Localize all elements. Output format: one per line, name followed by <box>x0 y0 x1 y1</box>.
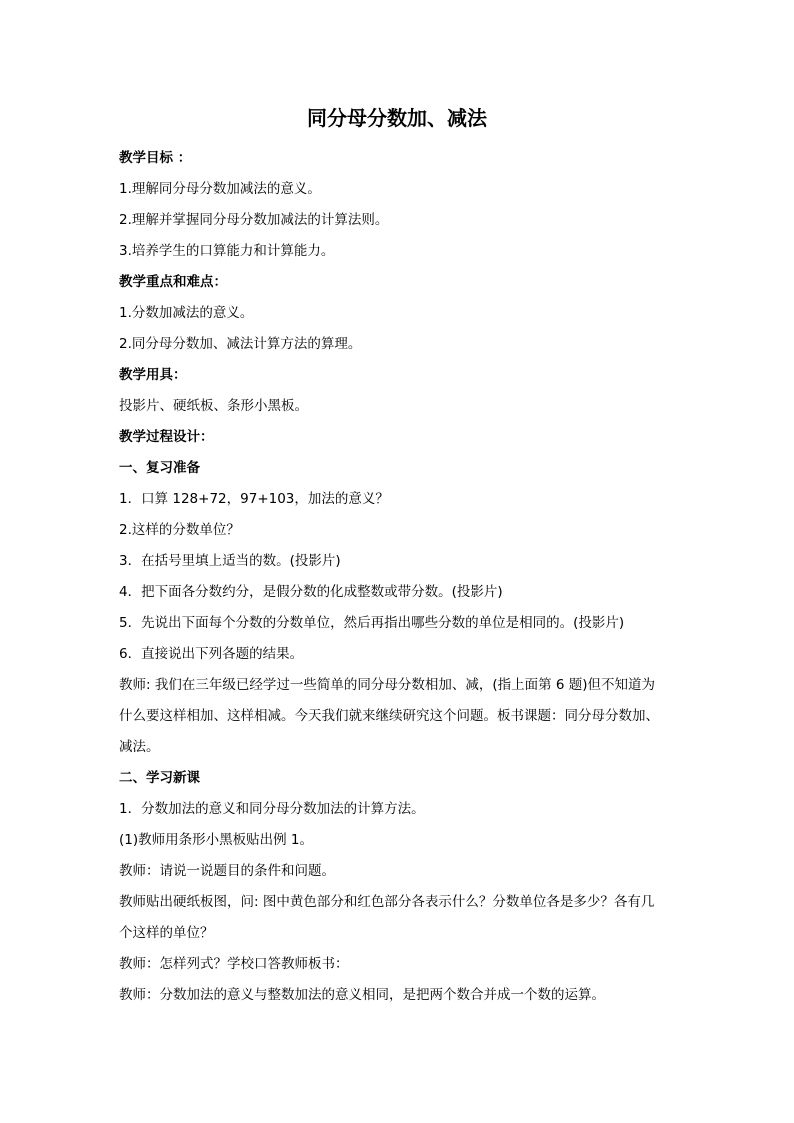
paragraph-line: 5．先说出下面每个分数的分数单位，然后再指出哪些分数的单位是相同的。(投影片) <box>119 615 625 631</box>
page-title: 同分母分数加、减法 <box>307 106 487 130</box>
section-heading: 教学用具： <box>119 367 187 383</box>
paragraph-line: 2.这样的分数单位？ <box>119 522 240 538</box>
paragraph-line: 个这样的单位？ <box>119 925 214 941</box>
paragraph-line: 1.理解同分母分数加减法的意义。 <box>119 181 321 197</box>
paragraph-line: 投影片、硬纸板、条形小黑板。 <box>119 398 308 414</box>
paragraph-line: 3.培养学生的口算能力和计算能力。 <box>119 243 335 259</box>
section-heading: 教学重点和难点： <box>119 274 227 290</box>
paragraph-line: 教师：请说一说题目的条件和问题。 <box>119 863 335 879</box>
section-heading: 二、学习新课 <box>119 770 200 786</box>
section-heading: 一、复习准备 <box>119 460 200 476</box>
paragraph-line: 4．把下面各分数约分，是假分数的化成整数或带分数。(投影片) <box>119 584 503 600</box>
paragraph-line: 1．口算 128+72，97+103，加法的意义？ <box>119 491 389 507</box>
paragraph-line: (1)教师用条形小黑板贴出例 1。 <box>119 832 314 848</box>
section-heading: 教学过程设计： <box>119 429 214 445</box>
paragraph-line: 1．分数加法的意义和同分母分数加法的计算方法。 <box>119 801 425 817</box>
paragraph-line: 减法。 <box>119 739 160 755</box>
paragraph-line: 6．直接说出下列各题的结果。 <box>119 646 304 662</box>
paragraph-line: 教师贴出硬纸板图，问: 图中黄色部分和红色部分各表示什么？分数单位各是多少？各有几 <box>119 894 655 910</box>
paragraph-line: 3．在括号里填上适当的数。(投影片) <box>119 553 341 569</box>
paragraph-line: 什么要这样相加、这样相减。今天我们就来继续研究这个问题。板书课题：同分母分数加、 <box>119 708 659 724</box>
paragraph-line: 2.同分母分数加、减法计算方法的算理。 <box>119 336 362 352</box>
paragraph-line: 教师：分数加法的意义与整数加法的意义相同，是把两个数合并成一个数的运算。 <box>119 987 605 1003</box>
paragraph-line: 1.分数加减法的意义。 <box>119 305 254 321</box>
paragraph-line: 2.理解并掌握同分母分数加减法的计算法则。 <box>119 212 389 228</box>
section-heading: 教学目标 ： <box>119 150 192 166</box>
document-body <box>119 143 679 1011</box>
paragraph-line: 教师: 我们在三年级已经学过一些简单的同分母分数相加、减，(指上面第 6 题)但不知道为 <box>119 677 656 693</box>
paragraph-line: 教师：怎样列式？学校口答教师板书： <box>119 956 349 972</box>
